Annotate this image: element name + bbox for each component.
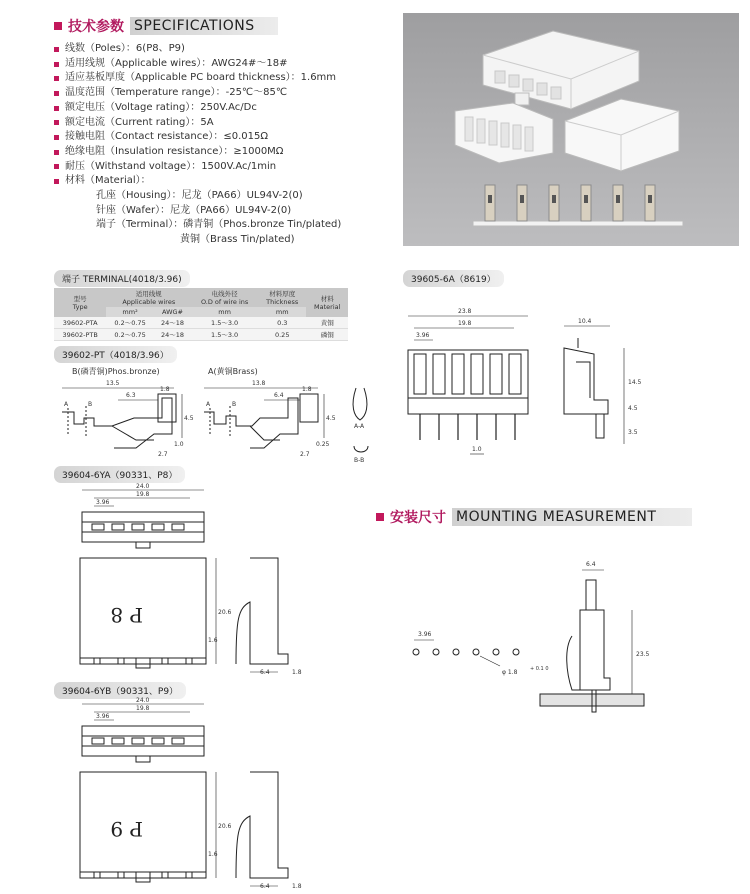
yap8-1-6: 1.6	[208, 637, 218, 644]
ybp9-6-4: 6.4	[260, 883, 270, 890]
yap8-1-8: 1.8	[292, 669, 302, 676]
pt-b-27: 2.7	[158, 451, 168, 458]
table-subheader-row: mm² AWG# mm mm	[54, 307, 348, 317]
pt-a-64: 6.4	[274, 392, 284, 399]
pt-a-025: 0.25	[316, 441, 330, 448]
pt-a-18: 1.8	[302, 386, 312, 393]
yap8-6-4: 6.4	[260, 669, 270, 676]
pt-a-27: 2.7	[300, 451, 310, 458]
yap8-label: 39604-6YA（90331、P8）	[54, 466, 185, 483]
mount-3-96: 3.96	[418, 631, 432, 638]
spec-row: 接触电阻（Contact resistance）：≤0.015Ω	[54, 130, 341, 145]
bullet-icon	[54, 179, 59, 184]
bullet-icon	[54, 120, 59, 125]
p6a-label: 39605-6A（8619）	[403, 270, 504, 287]
yap8-housing-drawing	[54, 482, 324, 678]
bullet-icon	[54, 150, 59, 155]
section-bb: B-B	[354, 457, 365, 464]
mounting-drawing	[400, 552, 650, 722]
pt-b-title: B(磷青铜)Phos.bronze)	[72, 367, 160, 376]
bullet-icon	[54, 91, 59, 96]
bullet-icon	[54, 76, 59, 81]
pt-a-a-mark: A	[206, 401, 211, 408]
bullet-square-icon	[54, 22, 62, 30]
mount-hole: φ 1.8	[502, 669, 518, 676]
pt-b-63: 6.3	[126, 392, 136, 399]
bullet-icon	[54, 106, 59, 111]
pt-a-b-mark: B	[232, 401, 237, 408]
pt-b-b-mark: B	[88, 401, 93, 408]
p6a-19-8: 19.8	[458, 320, 472, 327]
mount-23-5: 23.5	[636, 651, 650, 658]
pt-b-18: 1.8	[160, 386, 170, 393]
spec-row: 线数（Poles）：6(P8、P9)	[54, 42, 341, 57]
ybp9-19-8: 19.8	[136, 705, 150, 712]
ybp9-24-0: 24.0	[136, 697, 150, 704]
spec-row: 适应基板厚度（Applicable PC board thickness）：1.6mm	[54, 71, 341, 86]
product-photo	[403, 13, 739, 246]
terminal-table-label: 端子 TERMINAL(4018/3.96)	[54, 270, 190, 287]
spec-row: 材料（Material）：	[54, 174, 341, 189]
material-housing: 孔座（Housing）：尼龙（PA66）UL94V-2(0)	[96, 190, 303, 202]
table-row: 39602-PTB 0.2～0.75 24～18 1.5～3.0 0.25 磷铜	[54, 329, 348, 341]
table-header-row: 型号 Type 适用线规 Applicable wires 电线外径 O.D of wire ins 材料厚度 Thickness 材料 Material	[54, 288, 348, 307]
ybp9-label: 39604-6YB（90331、P9）	[54, 682, 186, 699]
pt-b-a-mark: A	[64, 401, 69, 408]
pt-b-45: 4.5	[184, 415, 194, 422]
pt-b-10: 1.0	[174, 441, 184, 448]
p6a-23-8: 23.8	[458, 308, 472, 315]
ybp9-3-96: 3.96	[96, 713, 110, 720]
material-terminal: 端子（Terminal）：磷青铜（Phos.bronze Tin/plated)	[96, 219, 342, 231]
table-row: 39602-PTA 0.2～0.75 24～18 1.5～3.0 0.3 黄铜	[54, 317, 348, 329]
mounting-en-title: MOUNTING MEASUREMENT	[452, 508, 692, 526]
bullet-icon	[54, 164, 59, 169]
bullet-icon	[54, 135, 59, 140]
bullet-icon	[54, 62, 59, 67]
yap8-19-8: 19.8	[136, 491, 150, 498]
pt-a-title: A(黄铜Brass)	[208, 367, 258, 376]
mount-6-4: 6.4	[586, 561, 596, 568]
bullet-square-icon	[376, 513, 384, 521]
p6a-4-5: 4.5	[628, 405, 638, 412]
specifications-list	[54, 42, 341, 248]
ybp9-mark: P 9	[110, 817, 143, 841]
material-terminal-brass: 黄铜（Brass Tin/plated)	[180, 234, 295, 246]
terminal-table	[54, 288, 348, 341]
spec-row: 温度范围（Temperature range）：-25℃～85℃	[54, 86, 341, 101]
spec-row: 适用线规（Applicable wires）：AWG24#～18#	[54, 57, 341, 72]
material-wafer: 针座（Wafer）：尼龙（PA66）UL94V-2(0)	[96, 204, 292, 216]
ybp9-1-8: 1.8	[292, 883, 302, 890]
spec-row: 绝缘电阻（Insulation resistance）：≥1000MΩ	[54, 145, 341, 160]
ybp9-1-6: 1.6	[208, 851, 218, 858]
p6a-3-96: 3.96	[416, 332, 430, 339]
ybp9-housing-drawing	[54, 696, 324, 892]
pt-terminal-drawing	[54, 376, 390, 464]
yap8-24-0: 24.0	[136, 483, 150, 490]
mounting-header	[376, 508, 692, 526]
specifications-cn-title: 技术参数	[68, 19, 124, 35]
spec-row: 额定电压（Voltage rating）：250V.Ac/Dc	[54, 101, 341, 116]
mount-tol: + 0.1 0	[530, 666, 549, 672]
yap8-3-96: 3.96	[96, 499, 110, 506]
p6a-10-4: 10.4	[578, 318, 592, 325]
pt-a-45: 4.5	[326, 415, 336, 422]
p6a-14-5: 14.5	[628, 379, 642, 386]
bullet-icon	[54, 47, 59, 52]
spec-row: 耐压（Withstand voltage）：1500V.Ac/1min	[54, 160, 341, 175]
p6a-wafer-drawing	[400, 302, 700, 462]
pt-a-length: 13.8	[252, 380, 266, 387]
section-aa: A-A	[354, 423, 365, 430]
p6a-3-5: 3.5	[628, 429, 638, 436]
pt-b-length: 13.5	[106, 380, 120, 387]
specifications-en-title: SPECIFICATIONS	[130, 17, 278, 35]
specifications-header	[54, 17, 278, 35]
p6a-1-0: 1.0	[472, 446, 482, 453]
mounting-cn-title: 安装尺寸	[390, 510, 446, 526]
connector-photo-illustration	[403, 13, 739, 246]
pt-label: 39602-PT（4018/3.96）	[54, 346, 177, 363]
yap8-mark: P 8	[110, 603, 143, 627]
spec-row: 额定电流（Current rating）：5A	[54, 116, 341, 131]
ybp9-20-6: 20.6	[218, 823, 232, 830]
yap8-20-6: 20.6	[218, 609, 232, 616]
